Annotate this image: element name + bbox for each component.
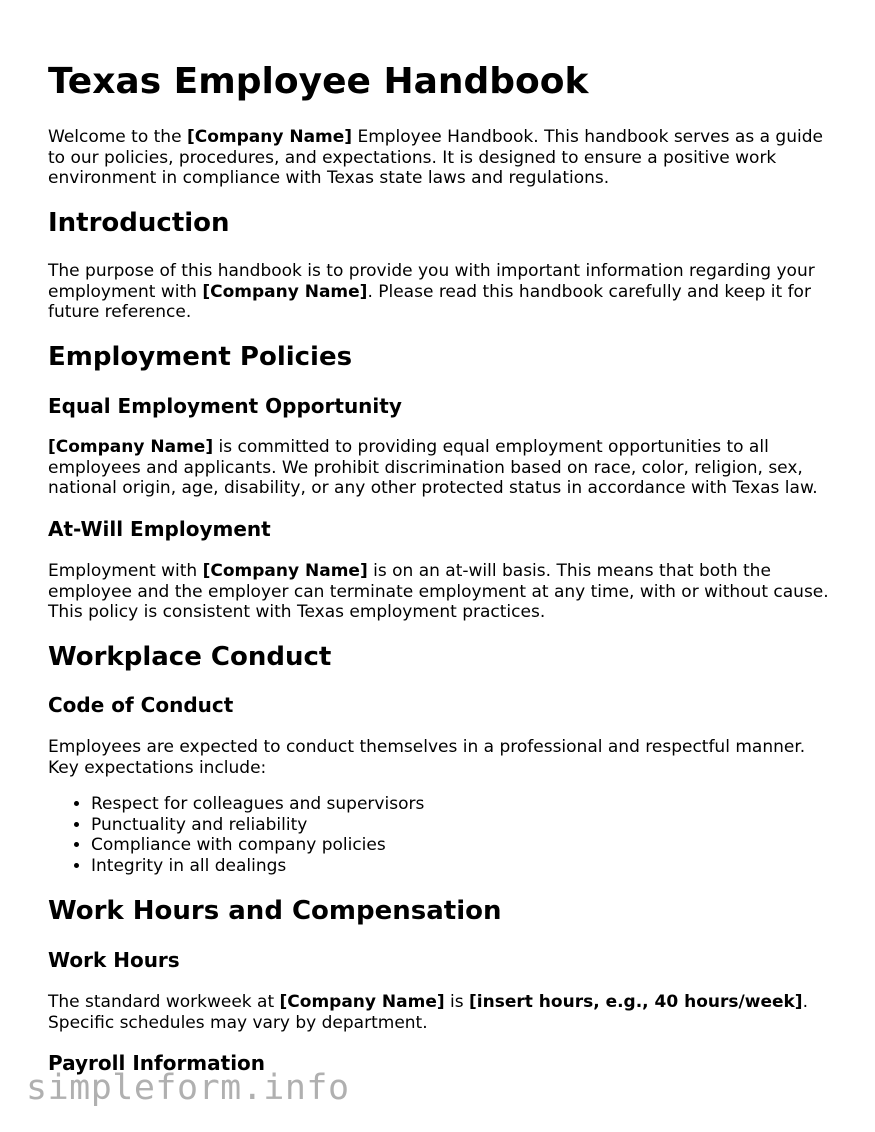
- work-hours-post: . Specific schedules may vary by department.: [48, 992, 808, 1033]
- intro-post: . Please read this handbook carefully and keep it for future reference.: [48, 281, 811, 322]
- at-will-pre: Employment with: [48, 561, 203, 581]
- company-name-placeholder: [Company Name]: [186, 127, 353, 147]
- at-will-paragraph: [48, 561, 838, 623]
- code-of-conduct-paragraph: Employees are expected to conduct themselves in a professional and respectful manner. Key expectations include:: [48, 737, 806, 778]
- intro-pre: The purpose of this handbook is to provide you with important information regarding your employment with: [48, 261, 815, 302]
- introduction-paragraph: [48, 261, 838, 323]
- company-name-placeholder: [Company Name]: [48, 437, 214, 457]
- work-hours-pre: The standard workweek at: [48, 992, 280, 1012]
- welcome-pre: Welcome to the: [48, 127, 187, 147]
- at-will-post: is on an at-will basis. This means that both the employee and the employer can terminate employment at any time, with or without cause. This policy is consistent with Texas employment practices.: [48, 561, 829, 622]
- eeo-heading: Equal Employment Opportunity: [48, 394, 402, 418]
- at-will-heading: At-Will Employment: [48, 517, 271, 541]
- list-item: • Compliance with company policies: [91, 835, 838, 856]
- document-title: Texas Employee Handbook: [48, 61, 589, 102]
- payroll-heading: Payroll Information: [48, 1051, 266, 1075]
- list-item: • Integrity in all dealings: [91, 856, 838, 877]
- introduction-heading: Introduction: [48, 208, 230, 238]
- watermark-logo: simpleform.info: [26, 1068, 350, 1108]
- eeo-text: is committed to providing equal employment opportunities to all employees and applicants. We prohibit discrimination based on race, color, religion, sex, national origin, age, disability, or any other protected status in accordance with Texas law.: [48, 437, 818, 498]
- employment-policies-heading: Employment Policies: [48, 342, 353, 372]
- list-item: • Punctuality and reliability: [91, 815, 838, 836]
- welcome-post: Employee Handbook. This handbook serves as a guide to our policies, procedures, and expectations. It is designed to ensure a positive work environment in compliance with Texas state laws and regulations.: [48, 127, 823, 188]
- company-name-placeholder: [Company Name]: [202, 281, 368, 302]
- hours-placeholder: [insert hours, e.g., 40 hours/week]: [469, 992, 803, 1012]
- welcome-paragraph: [48, 127, 838, 189]
- code-of-conduct-heading: Code of Conduct: [48, 693, 234, 717]
- eeo-paragraph: [48, 437, 838, 499]
- work-hours-paragraph: [48, 992, 838, 1033]
- company-name-placeholder: [Company Name]: [279, 992, 445, 1012]
- work-hours-heading: Work Hours: [48, 948, 180, 972]
- workplace-conduct-heading: Workplace Conduct: [48, 642, 332, 672]
- list-item: • Respect for colleagues and supervisors: [91, 794, 838, 815]
- work-hours-compensation-heading: Work Hours and Compensation: [48, 896, 502, 926]
- work-hours-mid: is: [444, 992, 470, 1012]
- conduct-expectations-list: [48, 794, 838, 876]
- company-name-placeholder: [Company Name]: [202, 561, 368, 581]
